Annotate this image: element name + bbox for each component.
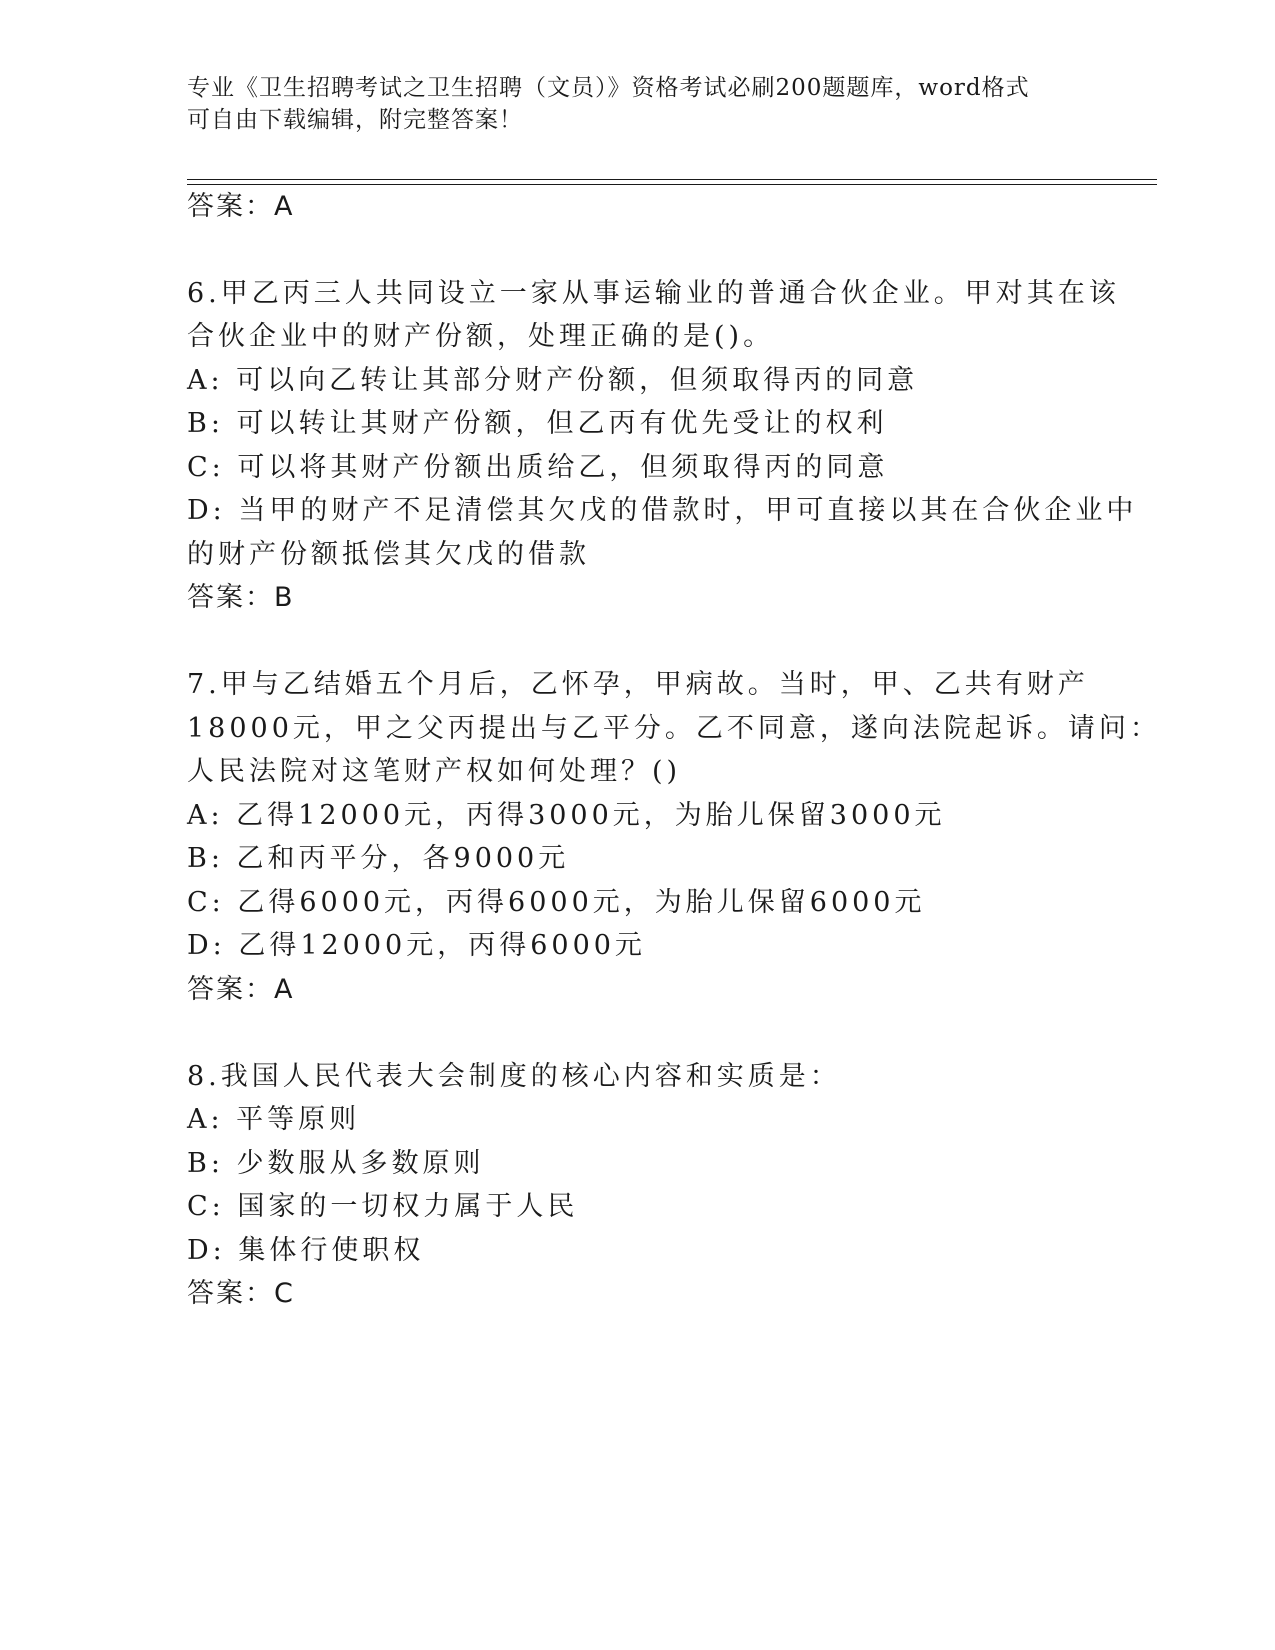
option-b: B: 少数服从多数原则 [187,1148,485,1179]
option-d: D: 当甲的财产不足清偿其欠戊的借款时，甲可直接以其在合伙企业中 [187,495,1138,526]
option-c: C: 可以将其财产份额出质给乙，但须取得丙的同意 [187,452,889,483]
question-stem-line: 8.我国人民代表大会制度的核心内容和实质是： [187,1061,841,1092]
option-a: A: 乙得12000元，丙得3000元，为胎儿保留3000元 [187,800,946,831]
option-b: B: 可以转让其财产份额，但乙丙有优先受让的权利 [187,408,888,439]
option-d-continued: 的财产份额抵偿其欠戊的借款 [187,539,590,570]
question-stem-line: 6.甲乙丙三人共同设立一家从事运输业的普通合伙企业。甲对其在该 [187,278,1120,309]
option-a: A: 平等原则 [187,1104,361,1135]
option-c: C: 国家的一切权力属于人民 [187,1191,579,1222]
question-stem-line: 18000元，甲之父丙提出与乙平分。乙不同意，遂向法院起诉。请问： [187,713,1161,744]
option-d: D: 集体行使职权 [187,1235,425,1266]
header-divider-top [187,179,1157,180]
option-a: A: 可以向乙转让其部分财产份额，但须取得丙的同意 [187,365,919,396]
option-d: D: 乙得12000元，丙得6000元 [187,930,646,961]
question-stem-line: 合伙企业中的财产份额，处理正确的是()。 [187,321,775,352]
header-title-line-2: 可自由下载编辑，附完整答案！ [187,107,523,133]
option-b: B: 乙和丙平分，各9000元 [187,843,570,874]
answer: 答案：A [187,974,295,1005]
question-stem-line: 人民法院对这笔财产权如何处理？() [187,756,682,787]
answer: 答案：B [187,582,295,613]
document-header [187,72,1087,136]
header-title-line-1: 专业《卫生招聘考试之卫生招聘（文员）》资格考试必刷200题题库，word格式 [187,75,1030,101]
question-stem-line: 7.甲与乙结婚五个月后，乙怀孕，甲病故。当时，甲、乙共有财产 [187,669,1089,700]
option-c: C: 乙得6000元，丙得6000元，为胎儿保留6000元 [187,887,926,918]
answer: 答案：C [187,1278,295,1309]
header-divider-bottom [187,184,1157,185]
previous-answer: 答案：A [187,191,295,222]
